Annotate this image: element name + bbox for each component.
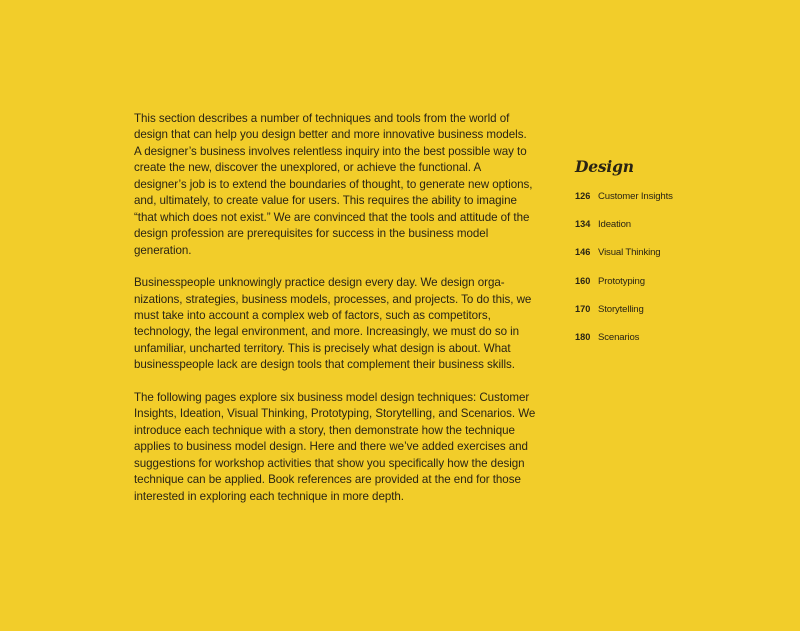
contents-label: Visual Thinking: [598, 247, 661, 259]
page-number: 180: [575, 331, 591, 342]
section-intro-text: [134, 111, 536, 505]
page-number: 134: [575, 219, 591, 230]
contents-item-scenarios: [575, 331, 775, 359]
section-contents: [575, 156, 775, 359]
intro-paragraph-3: The following pages explore six business model design techniques: Customer Insights, Ideation, Visual Thinking, Prototyping, Storytelling, and Scenarios. We introduce each technique with a story, then demonstrate how the technique applies to business model design. Here and there we’ve added exercises and suggestions for workshop activities that show you specifically how the design technique can be applied. Book references are provided at the end for those interested in exploring each technique in more depth.: [134, 390, 536, 503]
contents-item-storytelling: [575, 303, 775, 331]
contents-label: Ideation: [598, 219, 631, 231]
page-number: 160: [575, 275, 591, 286]
contents-item-visual-thinking: [575, 246, 775, 274]
contents-label: Storytelling: [598, 303, 644, 315]
intro-paragraph-1: This section describes a number of techniques and tools from the world of design that can help you design better and more innovative business models. A designer’s business involves relentless inquiry into the best possible way to create the new, discover the unexplored, or achieve the functional. A designer’s job is to extend the boundaries of thought, to generate new options, and, ultimately, to create value for users. This requires the ability to imagine “that which does not exist.” We are convinced that the tools and attitude of the design profession are prerequisites for success in the business model generation.: [134, 112, 533, 257]
contents-label: Customer Insights: [598, 191, 673, 202]
page-number: 170: [575, 303, 591, 314]
contents-item-ideation: [575, 218, 775, 246]
contents-item-customer-insights: [575, 190, 775, 218]
page-number: 126: [575, 191, 591, 201]
intro-paragraph-2: Businesspeople unknowingly practice design every day. We design organizations, strategies, business models, processes, and projects. To do this, we must take into account a complex web of factors, such as competitors, technology, the legal environment, and more. Increasingly, we must do so in unfamiliar, uncharted territory. This is precisely what design is about. What businesspeople lack are design tools that complement their business skills.: [134, 276, 532, 372]
section-title: Design: [575, 157, 634, 176]
contents-label: Scenarios: [598, 331, 640, 343]
contents-label: Prototyping: [598, 275, 645, 287]
page-number: 146: [575, 247, 591, 258]
contents-list: [575, 190, 775, 359]
contents-item-prototyping: [575, 275, 775, 303]
